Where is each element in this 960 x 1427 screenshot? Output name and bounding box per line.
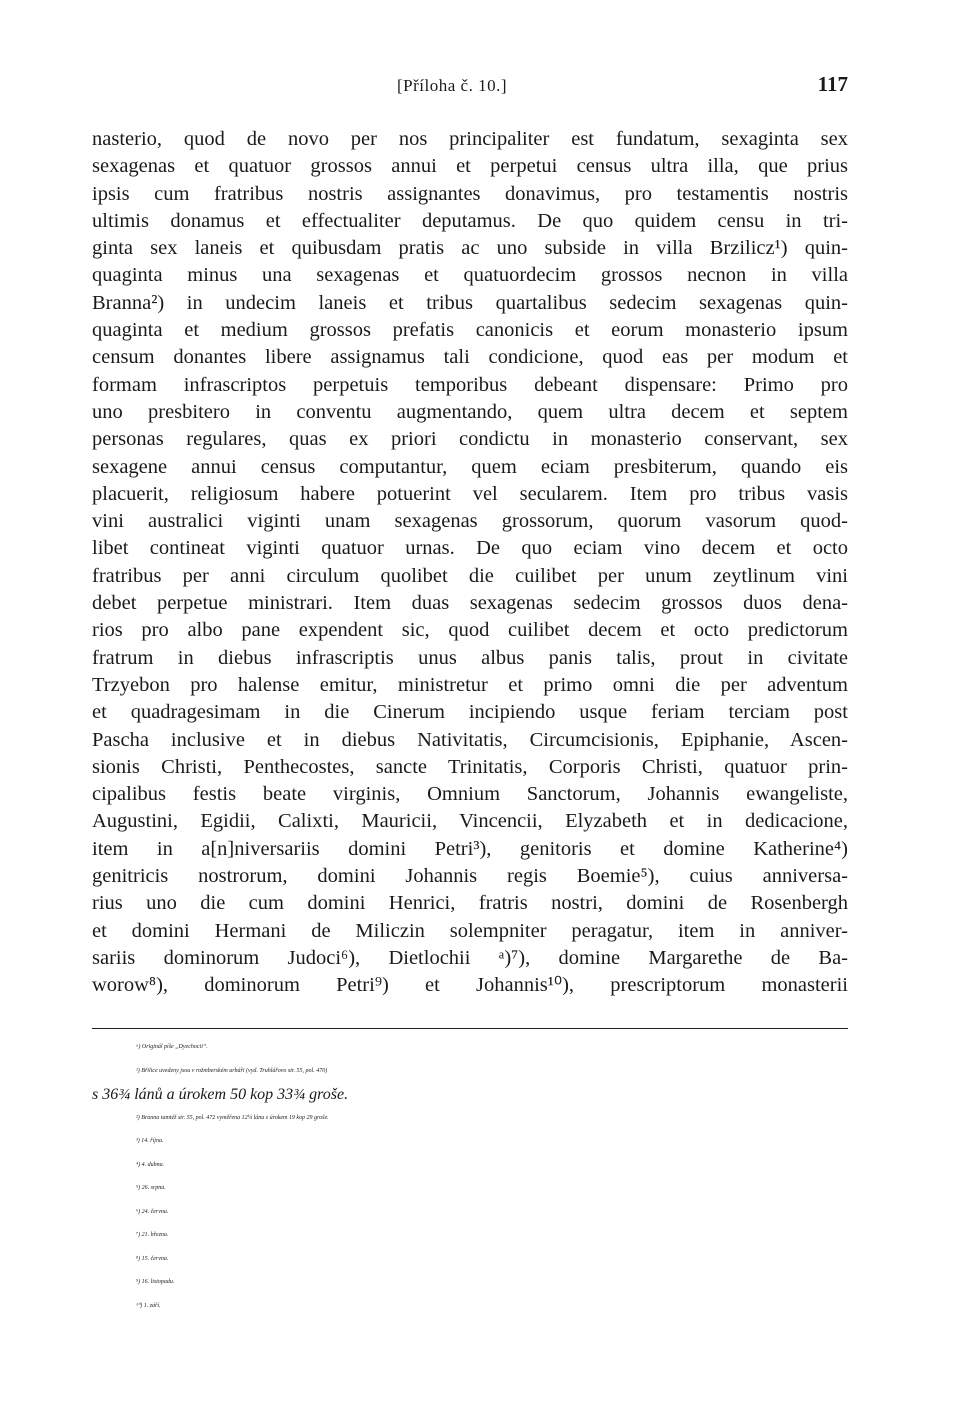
body-line: Pascha inclusive et in diebus Nativitatis, Circumcisionis, Epiphanie, Ascen- (92, 728, 848, 751)
body-line: rios pro albo pane expendent sic, quod cuilibet decem et octo predictorum (92, 619, 848, 642)
footnote: ⁹) 16. listopadu. (136, 1279, 175, 1285)
body-line: fratrum in diebus infrascriptis unus albus panis talis, prout in civitate (92, 646, 848, 669)
body-line: sexagenas et quatuor grossos annui et perpetui census ultra illa, que prius (92, 155, 848, 178)
body-line: Augustini, Egidii, Calixti, Mauricii, Vincencii, Elyzabeth et in dedicacione, (92, 810, 848, 833)
footnote: ³) 14. října. (136, 1138, 164, 1144)
footnote: ⁶) 24. června. (136, 1208, 169, 1215)
body-line: sariis dominorum Judoci⁶), Dietlochii ᵃ)⁷), domine Margarethe de Ba- (92, 946, 848, 969)
footnote-separator (92, 1028, 848, 1029)
body-text (92, 126, 848, 1000)
body-line: nasterio, quod de novo per nos principaliter est fundatum, sexaginta sex (92, 128, 848, 150)
body-line: vini australici viginti unam sexagenas grossorum, quorum vasorum quod- (92, 510, 848, 533)
page-number: 117 (817, 72, 848, 96)
body-line: formam infrascriptos perpetuis temporibus debeant dispensare: Primo pro (92, 373, 848, 396)
body-line: ultimis donamus et effectualiter deputamus. De quo quidem censu in tri- (92, 209, 848, 232)
body-line: quaginta et medium grossos prefatis canonicis et eorum monasterio ipsum (92, 319, 848, 342)
body-line: et quadragesimam in die Cinerum incipiendo usque feriam terciam post (92, 701, 848, 724)
footnote: ⁵) 26. srpna. (136, 1185, 166, 1191)
body-line: personas regulares, quas ex priori condictu in monasterio conservant, sex (92, 428, 848, 451)
body-line: censum donantes libere assignamus tali condicione, quod eas per modum et (92, 346, 848, 369)
page-header (92, 70, 848, 100)
footnote: ⁴) 4. dubna. (136, 1161, 165, 1168)
footnote-continuation: s 36¾ lánů a úrokem 50 kop 33¾ groše. (92, 1086, 349, 1103)
body-line: ginta sex laneis et quibusdam pratis ac uno subside in villa Brzilicz¹) quin- (92, 237, 848, 260)
body-line: quaginta minus una sexagenas et quatuordecim grossos necnon in villa (92, 264, 848, 287)
body-line: Trzyebon pro halense emitur, ministretur et primo omni die per adventum (92, 673, 848, 696)
body-line: debet perpetue ministrari. Item duas sexagenas sedecim grossos duos dena- (92, 592, 848, 615)
body-line: cipalibus festis beate virginis, Omnium Sanctorum, Johannis ewangeliste, (92, 783, 848, 806)
footnote: ¹⁰) 1. září. (136, 1302, 161, 1309)
running-head: [Příloha č. 10.] (397, 76, 507, 95)
body-line: ipsis cum fratribus nostris assignantes donavimus, pro testamentis nostris (92, 182, 848, 205)
body-line: sionis Christi, Penthecostes, sancte Trinitatis, Corporis Christi, quatuor prin- (92, 755, 848, 778)
footnotes (92, 1036, 848, 1318)
body-line: rius uno die cum domini Henrici, fratris nostri, domini de Rosenbergh (92, 892, 848, 915)
footnote: ⁷) 21. března. (136, 1232, 169, 1238)
footnote: ²) Branna tamtéž str. 55, pol. 472 vyměřena 12¼ lánu s úrokem 19 kop 29 groše. (136, 1114, 329, 1121)
body-line: libet contineat viginti quatuor urnas. De quo eciam vino decem et octo (92, 537, 848, 560)
footnote: ⁸) 15. června. (136, 1255, 169, 1262)
body-line: sexagene annui census computantur, quem eciam presbiterum, quando eis (92, 455, 848, 478)
body-line: et domini Hermani de Miliczin solempniter peragatur, item in anniver- (92, 919, 848, 942)
body-line: genitricis nostrorum, domini Johannis regis Boemie⁵), cuius anniversa- (92, 865, 848, 888)
footnote: ¹) Břilice uvedeny jsou v rožmberském urbáři (vyd. Truhlářovo str. 55, pol. 470) (136, 1067, 328, 1074)
body-line: Branna²) in undecim laneis et tribus quartalibus sedecim sexagenas quin- (92, 291, 848, 314)
body-line: fratribus per anni circulum quolibet die cuilibet per unum zeytlinum vini (92, 564, 848, 587)
body-line: uno presbitero in conventu augmentando, quem ultra decem et septem (92, 400, 848, 423)
body-line: item in a[n]niversariis domini Petri³), genitoris et domine Katherine⁴) (92, 837, 848, 860)
body-line: worow⁸), dominorum Petri⁹) et Johannis¹⁰), prescriptorum monasterii (92, 974, 848, 997)
footnote: ᵃ) Originál píše „Dyechocii“. (136, 1044, 208, 1050)
body-line: placuerit, religiosum habere potuerint vel secularem. Item pro tribus vasis (92, 482, 848, 505)
